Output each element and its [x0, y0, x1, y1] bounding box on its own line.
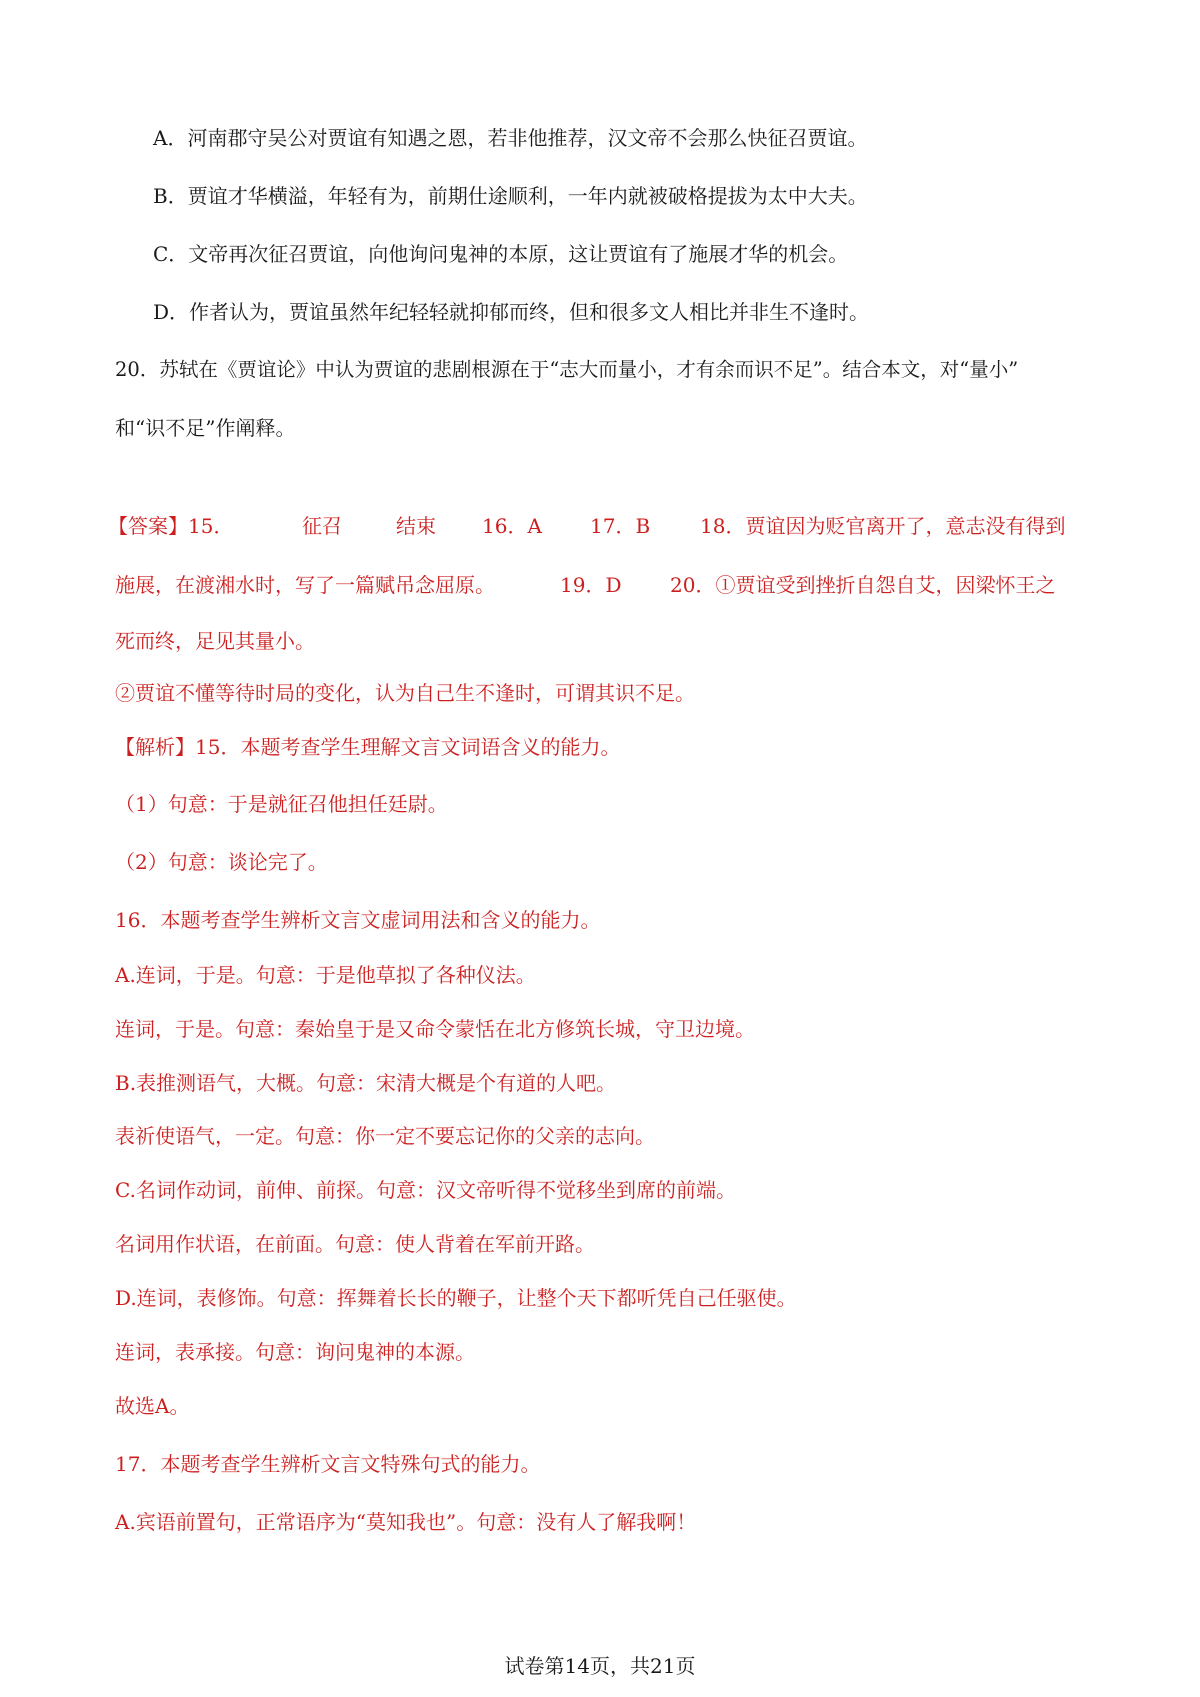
analysis-17-heading: 17．本题考查学生辨析文言文特殊句式的能力。 — [115, 1452, 541, 1476]
answer-label: 【答案】15． — [108, 514, 234, 538]
analysis-16-answer: 故选A。 — [115, 1394, 190, 1418]
option-c: C．文帝再次征召贾谊，向他询问鬼神的本原，这让贾谊有了施展才华的机会。 — [153, 242, 849, 266]
analysis-15-1: （1）句意：于是就征召他担任廷尉。 — [115, 792, 448, 816]
analysis-15-2: （2）句意：谈论完了。 — [115, 850, 328, 874]
analysis-heading — [115, 733, 620, 761]
answer-15-second: 结束 — [396, 514, 436, 538]
analysis-16-d-1: D.连词，表修饰。句意：挥舞着长长的鞭子，让整个天下都听凭自己任驱使。 — [115, 1286, 797, 1310]
answer-20-line-3: ②贾谊不懂等待时局的变化，认为自己生不逢时，可谓其识不足。 — [115, 681, 695, 705]
answer-18: 18．贾谊因为贬官离开了，意志没有得到 — [700, 514, 1066, 538]
answer-19: 19．D — [560, 573, 622, 597]
answer-18-continued: 施展，在渡湘水时，写了一篇赋吊念屈原。 — [115, 573, 495, 597]
answer-16: 16．A — [482, 514, 542, 538]
analysis-17-a: A.宾语前置句，正常语序为“莫知我也”。句意：没有人了解我啊！ — [115, 1510, 697, 1534]
analysis-16-a-2: 连词，于是。句意：秦始皇于是又命令蒙恬在北方修筑长城，守卫边境。 — [115, 1017, 755, 1041]
option-b: B．贾谊才华横溢，年轻有为，前期仕途顺利，一年内就被破格提拔为太中大夫。 — [153, 184, 868, 208]
question-20-line-2: 和“识不足”作阐释。 — [115, 416, 296, 440]
analysis-16-a-1: A.连词，于是。句意：于是他草拟了各种仪法。 — [115, 963, 536, 987]
answer-20-line-2: 死而终，足见其量小。 — [115, 629, 315, 653]
answer-17: 17．B — [590, 514, 651, 538]
option-d: D．作者认为，贾谊虽然年纪轻轻就抑郁而终，但和很多文人相比并非生不逢时。 — [153, 300, 870, 324]
analysis-16-b-1: B.表推测语气，大概。句意：宋清大概是个有道的人吧。 — [115, 1071, 617, 1095]
answer-20: 20．①贾谊受到挫折自怨自艾，因梁怀王之 — [670, 573, 1056, 597]
analysis-16-b-2: 表祈使语气，一定。句意：你一定不要忘记你的父亲的志向。 — [115, 1124, 655, 1148]
question-20-line-1: 20．苏轼在《贾谊论》中认为贾谊的悲剧根源在于“志大而量小，才有余而识不足”。结合本文，对“量小” — [115, 358, 1019, 381]
analysis-16-heading: 16．本题考查学生辨析文言文虚词用法和含义的能力。 — [115, 908, 601, 932]
answer-15-first: 征召 — [302, 514, 342, 538]
answer-row — [0, 512, 1200, 540]
analysis-16-d-2: 连词，表承接。句意：询问鬼神的本源。 — [115, 1340, 475, 1364]
option-a: A．河南郡守吴公对贾谊有知遇之恩，若非他推荐，汉文帝不会那么快征召贾谊。 — [153, 126, 868, 150]
page-footer: 试卷第14页，共21页 — [504, 1654, 696, 1678]
analysis-15: 【解析】15．本题考查学生理解文言文词语含义的能力。 — [115, 735, 621, 759]
answer-line-2 — [115, 571, 495, 599]
analysis-16-c-2: 名词用作状语，在前面。句意：使人背着在军前开路。 — [115, 1232, 595, 1256]
analysis-16-c-1: C.名词作动词，前伸、前探。句意：汉文帝听得不觉移坐到席的前端。 — [115, 1178, 736, 1202]
